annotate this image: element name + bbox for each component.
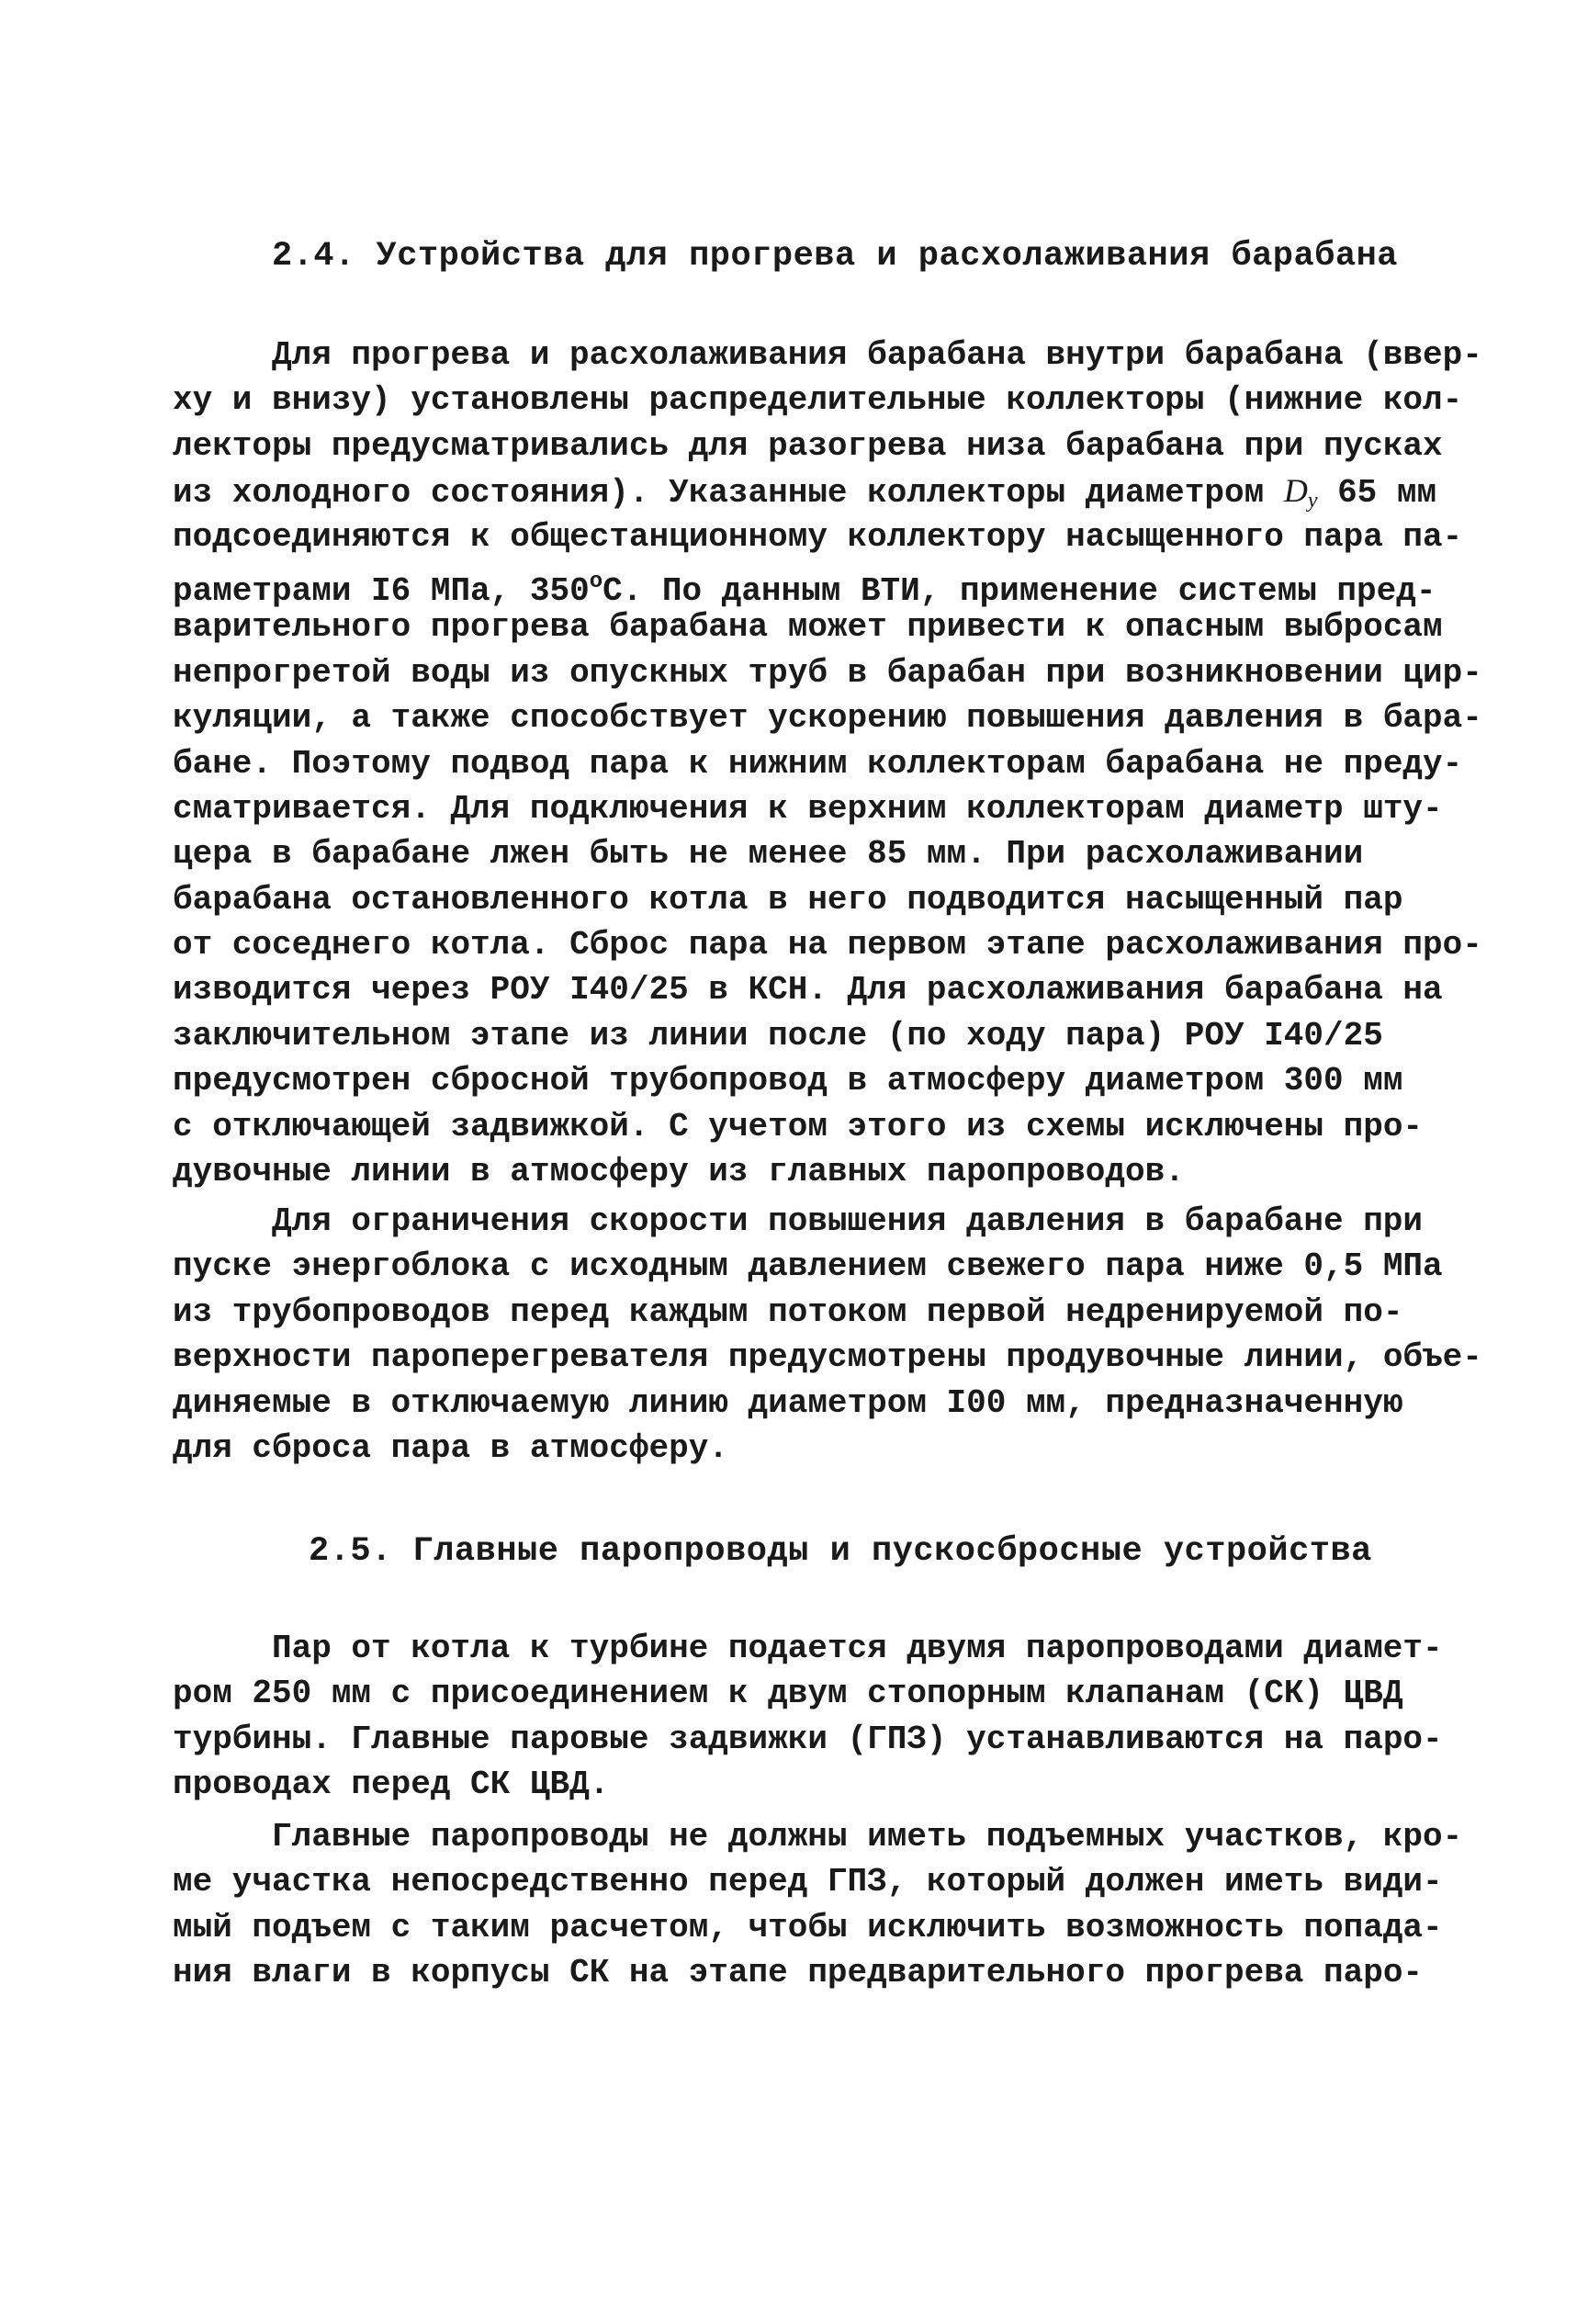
text-line: ром 250 мм с присоединением к двум стопорным клапанам (СК) ЦВД bbox=[173, 1675, 1403, 1713]
text-line: непрогретой воды из опускных труб в барабан при возникновении цир- bbox=[173, 653, 1482, 692]
text-line-with-superscript bbox=[173, 559, 1440, 610]
text-line-part: С. По данным ВТИ, применение системы пред- bbox=[603, 571, 1436, 610]
text-line-part: раметрами I6 МПа, 350 bbox=[173, 571, 590, 610]
section-heading-2-4: 2.4. Устройства для прогрева и расхолаживания барабана bbox=[272, 237, 1398, 276]
text-line: дувочные линии в атмосферу из главных паропроводов. bbox=[173, 1153, 1185, 1191]
section-2-5-paragraph-2 bbox=[173, 1814, 1463, 1996]
section-2-5-paragraph-1 bbox=[173, 1626, 1443, 1808]
text-line: бане. Поэтому подвод пара к нижним коллекторам барабана не преду- bbox=[173, 744, 1463, 783]
text-line: турбины. Главные паровые задвижки (ГПЗ) устанавливаются на паро- bbox=[173, 1720, 1443, 1758]
text-line: варительного прогрева барабана может привести к опасным выбросам bbox=[173, 608, 1443, 647]
text-line: из трубопроводов перед каждым потоком первой недренируемой по- bbox=[173, 1292, 1403, 1331]
section-2-4-paragraph-1 bbox=[173, 333, 1482, 1194]
text-line: Для ограничения скорости повышения давления в барабане при bbox=[272, 1202, 1424, 1240]
text-line: диняемые в отключаемую линию диаметром I00 мм, предназначенную bbox=[173, 1383, 1403, 1422]
text-line: для сброса пара в атмосферу. bbox=[173, 1428, 728, 1467]
text-line: изводится через РОУ I40/25 в КСН. Для расхолаживания барабана на bbox=[173, 971, 1443, 1010]
section-heading-2-5: 2.5. Главные паропроводы и пускосбросные устройства bbox=[309, 1532, 1372, 1571]
text-line-with-formula bbox=[173, 468, 1440, 513]
text-line: сматривается. Для подключения к верхним коллекторам диаметр шту- bbox=[173, 789, 1443, 828]
text-line: ху и внизу) установлены распределительные коллекторы (нижние кол- bbox=[173, 381, 1463, 420]
text-line-part: 65 мм bbox=[1317, 474, 1437, 513]
formula-subscript: у bbox=[1307, 489, 1318, 513]
text-line: барабана остановленного котла в него подводится насыщенный пар bbox=[173, 880, 1403, 919]
text-line: лекторы предусматривались для разогрева низа барабана при пусках bbox=[173, 426, 1443, 465]
text-line: Пар от котла к турбине подается двумя паропроводами диамет- bbox=[272, 1630, 1443, 1667]
text-line: от соседнего котла. Сброс пара на первом этапе расхолаживания про- bbox=[173, 926, 1482, 965]
section-2-4-paragraph-2 bbox=[173, 1199, 1482, 1471]
text-line-part: из холодного состояния). Указанные коллекторы диаметром bbox=[173, 474, 1265, 513]
text-line: Главные паропроводы не должны иметь подъемных участков, кро- bbox=[272, 1818, 1463, 1856]
text-line: мый подъем с таким расчетом, чтобы исключить возможность попада- bbox=[173, 1908, 1443, 1946]
text-line: с отключающей задвижкой. С учетом этого из схемы исключены про- bbox=[173, 1107, 1424, 1145]
text-line: заключительном этапе из линии после (по ходу пара) РОУ I40/25 bbox=[173, 1016, 1383, 1055]
text-line: Для прогрева и расхолаживания барабана внутри барабана (ввер- bbox=[272, 336, 1482, 374]
text-line: верхности пароперегревателя предусмотрены продувочные линии, объе- bbox=[173, 1338, 1482, 1377]
text-line: цера в барабане лжен быть не менее 85 мм. При расхолаживании bbox=[173, 835, 1364, 874]
degree-superscript: о bbox=[589, 569, 603, 594]
text-line: предусмотрен сбросной трубопровод в атмосферу диаметром 300 мм bbox=[173, 1062, 1403, 1100]
text-line: куляции, а также способствует ускорению повышения давления в бара- bbox=[173, 699, 1482, 738]
text-line: подсоединяются к общестанционному коллектору насыщенного пара па- bbox=[173, 517, 1463, 556]
text-line: пуске энергоблока с исходным давлением свежего пара ниже 0,5 МПа bbox=[173, 1247, 1443, 1286]
text-line: ния влаги в корпусы СК на этапе предварительного прогрева паро- bbox=[173, 1954, 1424, 1992]
text-line: проводах перед СК ЦВД. bbox=[173, 1766, 610, 1804]
formula-symbol: D bbox=[1283, 472, 1308, 510]
text-line: ме участка непосредственно перед ГПЗ, который должен иметь види- bbox=[173, 1863, 1443, 1901]
